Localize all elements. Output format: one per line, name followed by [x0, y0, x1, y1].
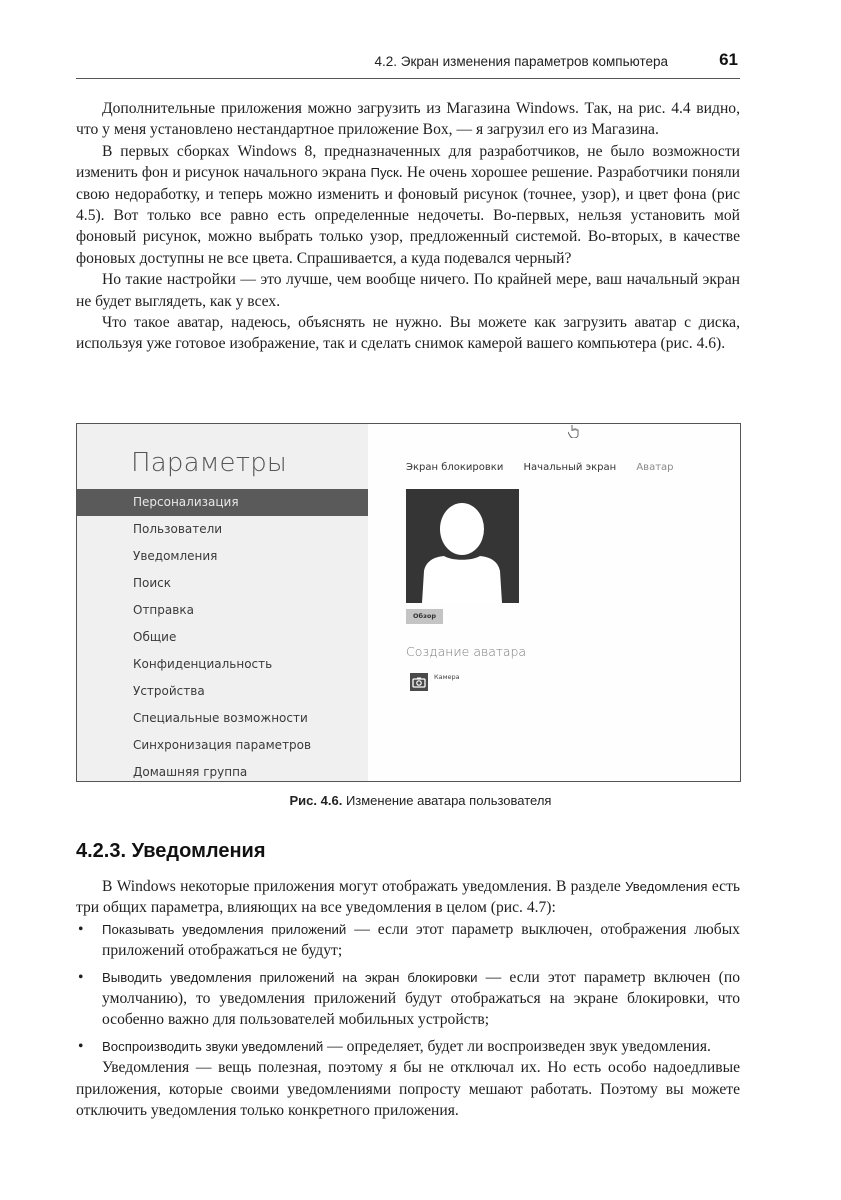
tab-lock-screen[interactable]: Экран блокировки	[406, 462, 504, 473]
section-text	[76, 876, 740, 1121]
text-span: В Windows некоторые приложения могут отображать уведомления. В разделе	[102, 878, 626, 895]
list-item	[76, 1036, 740, 1057]
item-text: — если этот параметр включен (по умолчанию), то уведомления приложений будут отображаться на экране блокировки, что особенно важно для пользователей мобильных устройств;	[102, 968, 740, 1029]
paragraph: Уведомления — вещь полезная, поэтому я бы не отключал их. Но есть особо надоедливые приложения, которые своими уведомлениями попросту мешают работать. Поэтому вы можете отключить уведомления только конкретного приложения.	[76, 1059, 740, 1120]
tab-start-screen[interactable]: Начальный экран	[523, 462, 617, 473]
text-span: . Не очень хорошее решение. Разработчики поняли свою недоработку, и теперь можно изменить и фоновый рисунок (точнее, узор), и цвет фона (рис 4.5). Вот только все равно есть определенные недочеты. Во-первых, нельзя установить мой фоновый рисунок, можно выбрать только узор, предложенный системой. Во-вторых, в качестве фоновых доступны не все цвета. Спрашивается, а куда подевался черный?	[76, 164, 740, 267]
nav-item-devices[interactable]: Устройства	[133, 684, 205, 698]
nav-item-privacy[interactable]: Конфиденциальность	[133, 657, 273, 671]
page-number: 61	[719, 50, 738, 69]
nav-item-personalization[interactable]: Персонализация	[77, 489, 368, 516]
settings-content	[368, 424, 740, 781]
nav-item-general[interactable]: Общие	[133, 630, 177, 644]
settings-title: Параметры	[131, 448, 287, 478]
settings-sidebar	[77, 424, 368, 781]
ui-term: Показывать уведомления приложений	[102, 921, 347, 937]
running-header	[76, 48, 740, 79]
list-item	[76, 919, 740, 962]
figure-screenshot	[76, 423, 741, 782]
user-silhouette-icon	[406, 489, 519, 603]
camera-label: Камера	[434, 673, 460, 681]
paragraph: Но такие настройки — это лучше, чем вообще ничего. По крайней мере, ваш начальный экран не будет выглядеть, как у всех.	[76, 271, 740, 310]
figure-caption	[0, 793, 841, 808]
section-title: 4.2. Экран изменения параметров компьютера	[374, 54, 668, 69]
bullet-icon: •	[78, 920, 84, 938]
ui-term-notifications: Уведомления	[625, 879, 708, 894]
paragraph: Дополнительные приложения можно загрузить из Магазина Windows. Так, на рис. 4.4 видно, что у меня установлено нестандартное приложение Box, — я загрузил его из Магазина.	[76, 100, 740, 139]
caption-text: Изменение аватара пользователя	[342, 793, 552, 808]
section-heading: 4.2.3. Уведомления	[76, 840, 266, 862]
bullet-icon: •	[78, 968, 84, 986]
nav-item-users[interactable]: Пользователи	[133, 522, 223, 536]
nav-item-share[interactable]: Отправка	[133, 603, 194, 617]
bullet-icon: •	[78, 1037, 84, 1055]
text-span: есть три общих параметра, влияющих на все уведомления в целом (рис. 4.7):	[76, 878, 740, 917]
item-text: — если этот параметр выключен, отображения любых приложений отображаться не будут;	[102, 920, 740, 960]
ui-term: Воспроизводить звуки уведомлений	[102, 1038, 324, 1054]
paragraph	[76, 141, 740, 269]
settings-nav	[77, 489, 368, 782]
ui-term-start: Пуск	[370, 165, 399, 181]
caption-label: Рис. 4.6.	[289, 793, 343, 808]
camera-icon	[410, 673, 428, 691]
nav-item-sync-settings[interactable]: Синхронизация параметров	[133, 738, 312, 752]
nav-item-accessibility[interactable]: Специальные возможности	[133, 711, 308, 725]
camera-button[interactable]	[410, 673, 428, 691]
text-span: В первых сборках Windows 8, предназначенных для разработчиков, не было возможности изменить фон и рисунок начального экрана	[76, 142, 740, 182]
paragraph	[76, 876, 740, 919]
ui-term: Выводить уведомления приложений на экран блокировки	[102, 969, 478, 985]
tab-bar	[406, 462, 691, 473]
paragraph: Что такое аватар, надеюсь, объяснять не нужно. Вы можете как загрузить аватар с диска, используя уже готовое изображение, так и сделать снимок камерой вашего компьютера (рис. 4.6).	[76, 314, 740, 353]
create-avatar-heading: Создание аватара	[406, 644, 527, 659]
nav-item-search[interactable]: Поиск	[133, 576, 172, 590]
bullet-list	[76, 919, 740, 1057]
intro-text	[76, 98, 740, 355]
nav-item-notifications[interactable]: Уведомления	[133, 549, 218, 563]
avatar-image	[406, 489, 519, 603]
item-text: — определяет, будет ли воспроизведен звук уведомления.	[323, 1037, 711, 1055]
browse-button[interactable]: Обзор	[406, 609, 443, 624]
nav-item-homegroup[interactable]: Домашняя группа	[133, 765, 248, 779]
hand-cursor-icon	[568, 424, 580, 438]
tab-avatar[interactable]: Аватар	[636, 462, 674, 473]
list-item	[76, 967, 740, 1031]
